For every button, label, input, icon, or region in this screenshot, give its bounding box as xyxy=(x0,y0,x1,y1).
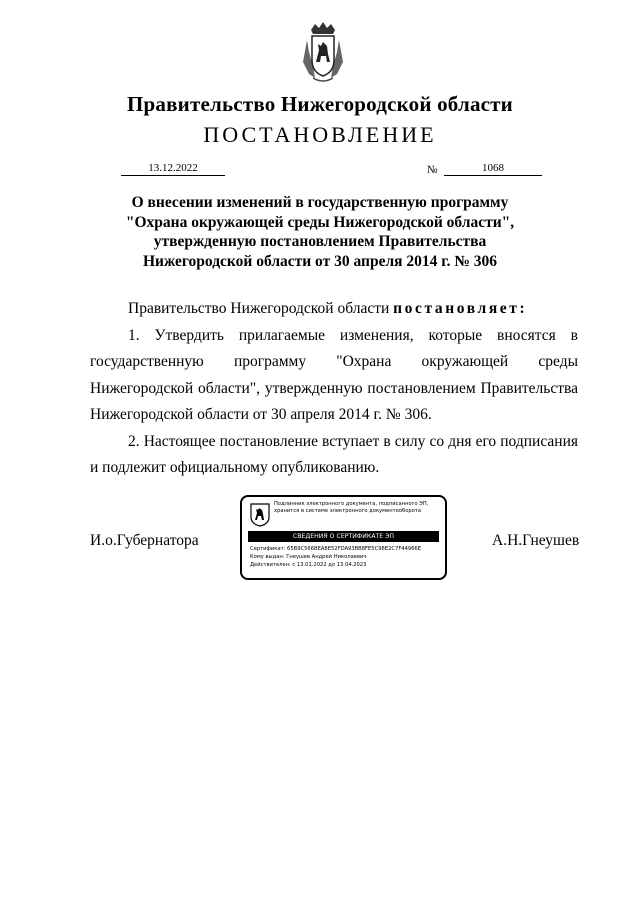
subject-line: Нижегородской области от 30 апреля 2014 г. № 306 xyxy=(142,252,498,270)
document-type: ПОСТАНОВЛЕНИЕ xyxy=(203,122,437,147)
number-label: № xyxy=(427,164,438,176)
certificate-validity: Действителен: с 13.01.2022 до 13.04.2023 xyxy=(250,562,367,568)
signatory-position: И.о.Губернатора xyxy=(90,532,199,549)
certificate-owner: Кому выдан: Гнеушев Андрей Николаевич xyxy=(250,554,367,560)
preamble xyxy=(90,296,578,323)
signatory-name: А.Н.Гнеушев xyxy=(492,532,580,549)
preamble-lead: Правительство Нижегородской области xyxy=(128,300,390,317)
paragraph-1: 1. Утвердить прилагаемые изменения, которые вносятся в государственную программу "Охрана окружающей среды Нижегородской области", утвержденную постановлением Правительства Нижегородской области от 30 апреля 2014 г. № 306. xyxy=(90,326,578,423)
paragraph-2: 2. Настоящее постановление вступает в силу со дня его подписания и подлежит официальному опубликованию. xyxy=(90,432,578,476)
government-title: Правительство Нижегородской области xyxy=(127,92,513,116)
coat-of-arms-icon xyxy=(301,22,345,84)
subject-line: "Охрана окружающей среды Нижегородской области", xyxy=(125,213,515,231)
electronic-signature-stamp xyxy=(240,495,447,580)
stamp-title-bar: СВЕДЕНИЯ О СЕРТИФИКАТЕ ЭП xyxy=(248,531,439,542)
stamp-header: Подлинник электронного документа, подписанного ЭП, хранится в системе электронного документооборота xyxy=(274,501,429,514)
subject-line: утвержденную постановлением Правительства xyxy=(153,233,487,250)
certificate-id: Сертификат: 65B9C566BEA8E52FDA93BB8FE5C98E2C7F44966E xyxy=(250,546,422,552)
deer-emblem-icon xyxy=(250,503,270,527)
document-body xyxy=(90,296,578,482)
subject-line: О внесении изменений в государственную программу xyxy=(131,194,509,211)
document-date: 13.12.2022 xyxy=(121,161,225,176)
preamble-verb: постановляет: xyxy=(393,300,528,317)
document-number: 1068 xyxy=(444,161,542,176)
document-subject xyxy=(100,193,540,271)
